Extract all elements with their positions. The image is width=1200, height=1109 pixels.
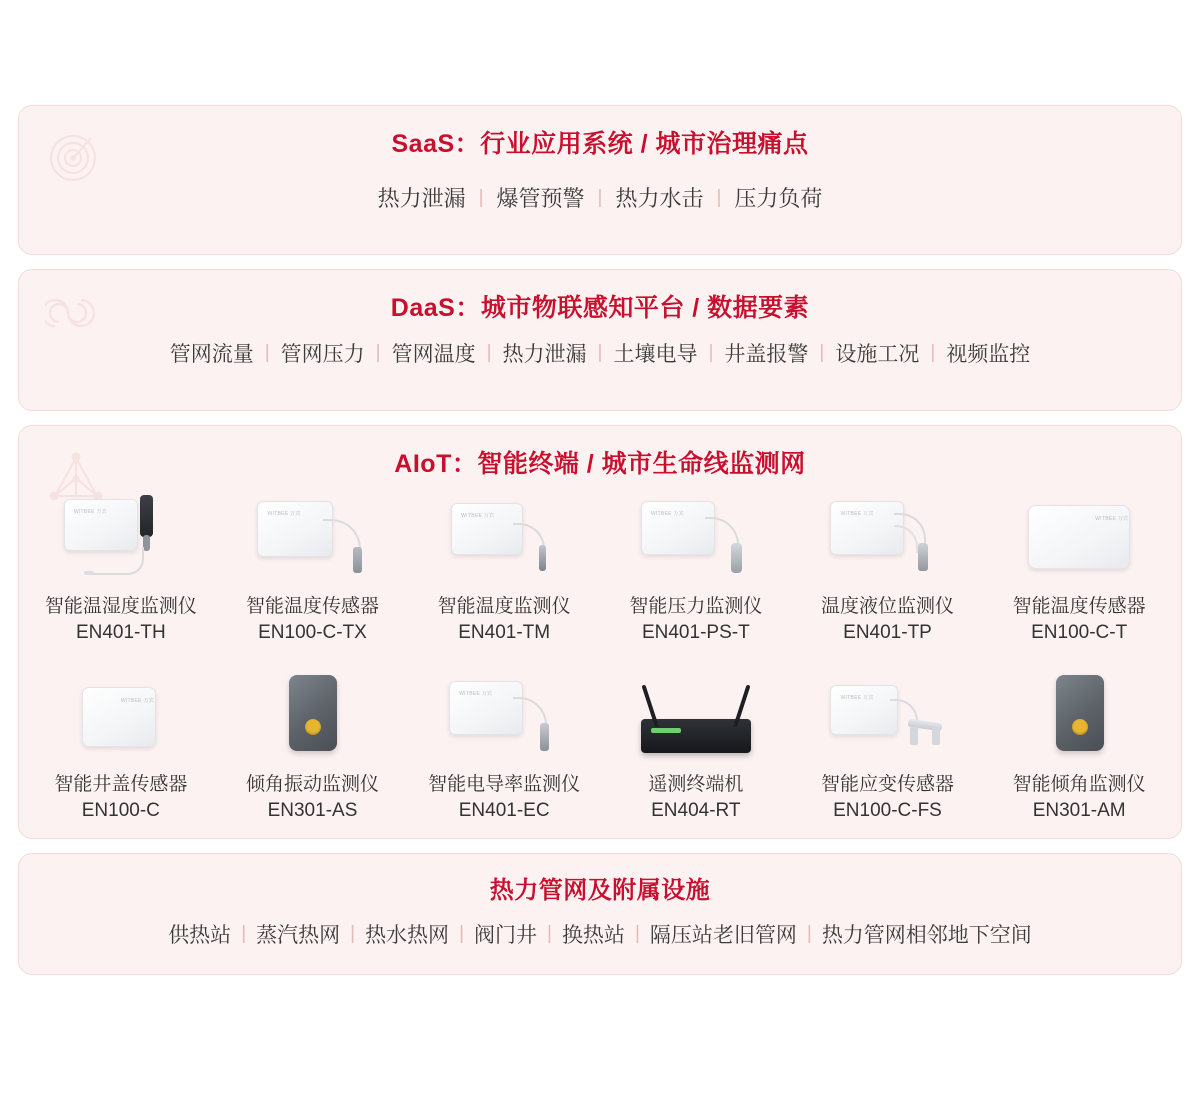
device-name: 智能倾角监测仪 <box>1012 774 1146 795</box>
device-name: 智能温度传感器 <box>1012 596 1146 617</box>
facility-tag: 热力管网相邻地下空间 <box>821 924 1032 947</box>
device-model: EN100-C-T <box>1031 622 1128 643</box>
facility-tag: 换热站 <box>561 924 625 947</box>
facility-panel <box>18 853 1182 975</box>
brand-mark: WITBEE 万宾 <box>459 691 493 697</box>
device-card[interactable] <box>217 666 409 822</box>
device-image-en100-c-t <box>1004 488 1154 583</box>
device-model: EN401-TH <box>75 622 166 643</box>
brand-mark: WITBEE 万宾 <box>73 509 108 515</box>
daas-tag-row <box>19 324 1181 388</box>
separator: | <box>716 186 722 208</box>
device-image-en401-tm <box>429 488 579 583</box>
device-name: 智能温度监测仪 <box>437 596 571 617</box>
separator: | <box>375 342 381 363</box>
device-card[interactable] <box>25 666 217 822</box>
daas-tag: 管网温度 <box>391 343 476 366</box>
aiot-title-en: AIoT： <box>394 450 478 478</box>
separator: | <box>819 342 825 363</box>
facility-tag: 蒸汽热网 <box>256 924 341 947</box>
device-model: EN401-TP <box>843 622 932 643</box>
separator: | <box>264 342 270 363</box>
device-model: EN401-TM <box>458 622 551 643</box>
device-image-en401-ps-t <box>621 488 771 583</box>
device-image-en401-tp <box>812 488 962 583</box>
daas-title-cn: 城市物联感知平台 / 数据要素 <box>480 294 810 322</box>
facility-tag: 隔压站老旧管网 <box>649 924 797 947</box>
device-model: EN404-RT <box>651 800 741 821</box>
facility-tag: 阀门井 <box>474 924 537 947</box>
device-model: EN100-C-FS <box>833 800 942 821</box>
brand-mark: WITBEE 万宾 <box>1095 516 1129 522</box>
device-card[interactable] <box>217 488 409 644</box>
device-card[interactable] <box>792 488 984 644</box>
brand-mark: WITBEE 万宾 <box>840 511 874 517</box>
device-name: 智能压力监测仪 <box>629 596 763 617</box>
saas-tag: 压力负荷 <box>734 186 823 211</box>
aiot-panel <box>18 425 1182 839</box>
device-name: 温度液位监测仪 <box>820 596 954 617</box>
device-model: EN100-C-TX <box>258 622 367 643</box>
antenna-icon <box>641 685 658 728</box>
device-name: 遥测终端机 <box>648 774 744 795</box>
separator: | <box>597 342 603 363</box>
separator: | <box>459 923 464 944</box>
brand-mark: WITBEE 万宾 <box>650 511 685 517</box>
saas-tag: 热力泄漏 <box>377 186 466 211</box>
device-card[interactable] <box>600 488 792 644</box>
brand-mark: WITBEE 万宾 <box>840 695 874 701</box>
daas-title-en: DaaS： <box>390 294 481 322</box>
facility-tag-row <box>19 905 1181 969</box>
saas-title-en: SaaS： <box>391 130 481 158</box>
daas-panel <box>18 269 1182 411</box>
device-model: EN100-C <box>81 800 160 821</box>
separator: | <box>350 923 356 944</box>
device-card[interactable] <box>408 488 600 644</box>
device-model: EN401-PS-T <box>641 622 750 643</box>
device-card[interactable] <box>983 666 1175 822</box>
device-model: EN301-AM <box>1032 800 1126 821</box>
device-name: 智能井盖传感器 <box>54 774 188 795</box>
facility-title: 热力管网及附属设施 <box>489 877 711 904</box>
separator: | <box>597 186 603 208</box>
device-image-en301-as <box>237 666 387 761</box>
device-image-en100-c-fs <box>812 666 962 761</box>
target-rings-icon <box>45 128 101 189</box>
device-image-en100-c-tx <box>237 488 387 583</box>
separator: | <box>708 342 714 363</box>
separator: | <box>634 923 640 944</box>
device-card[interactable] <box>408 666 600 822</box>
device-card[interactable] <box>792 666 984 822</box>
device-model: EN301-AS <box>267 800 358 821</box>
daas-tag: 管网流量 <box>169 343 254 366</box>
device-image-en401-ec <box>429 666 579 761</box>
daas-tag: 设施工况 <box>835 343 920 366</box>
indicator-dot <box>1072 719 1088 735</box>
brand-mark: WITBEE 万宾 <box>267 511 301 517</box>
infinity-icon <box>45 292 101 343</box>
daas-tag: 土壤电导 <box>613 343 698 366</box>
device-model: EN401-EC <box>458 800 550 821</box>
status-led <box>651 728 681 733</box>
separator: | <box>547 923 552 944</box>
saas-panel <box>18 105 1182 255</box>
aiot-title <box>19 426 1181 480</box>
device-name: 智能电导率监测仪 <box>428 774 581 795</box>
device-name: 智能温湿度监测仪 <box>44 596 197 617</box>
device-card[interactable] <box>983 488 1175 644</box>
saas-tag: 爆管预警 <box>496 186 585 211</box>
antenna-icon <box>733 685 750 728</box>
device-name: 倾角振动监测仪 <box>245 774 379 795</box>
daas-tag: 井盖报警 <box>724 343 809 366</box>
separator: | <box>806 923 812 944</box>
facility-tag: 供热站 <box>168 924 232 947</box>
device-image-en404-rt <box>621 666 771 761</box>
brand-mark: WITBEE 万宾 <box>461 513 495 519</box>
separator: | <box>930 342 936 363</box>
daas-tag: 热力泄漏 <box>502 343 587 366</box>
indicator-dot <box>305 719 321 735</box>
saas-title <box>19 106 1181 160</box>
saas-tag-row <box>19 160 1181 233</box>
separator: | <box>486 342 492 363</box>
device-card[interactable] <box>25 488 217 644</box>
saas-title-cn: 行业应用系统 / 城市治理痛点 <box>480 130 809 158</box>
device-image-en401-th <box>46 488 196 583</box>
device-card[interactable] <box>600 666 792 822</box>
daas-tag: 管网压力 <box>280 343 365 366</box>
facility-tag: 热水热网 <box>365 924 450 947</box>
device-grid-row2 <box>19 644 1181 822</box>
device-grid-row1 <box>19 480 1181 644</box>
daas-tag: 视频监控 <box>946 343 1031 366</box>
brand-mark: WITBEE 万宾 <box>120 698 155 704</box>
aiot-title-cn: 智能终端 / 城市生命线监测网 <box>477 450 806 478</box>
separator: | <box>241 923 247 944</box>
saas-tag: 热力水击 <box>615 186 704 211</box>
separator: | <box>478 186 484 208</box>
device-name: 智能应变传感器 <box>820 774 954 795</box>
daas-title <box>19 270 1181 324</box>
device-image-en301-am <box>1004 666 1154 761</box>
device-image-en100-c <box>46 666 196 761</box>
device-name: 智能温度传感器 <box>245 596 379 617</box>
